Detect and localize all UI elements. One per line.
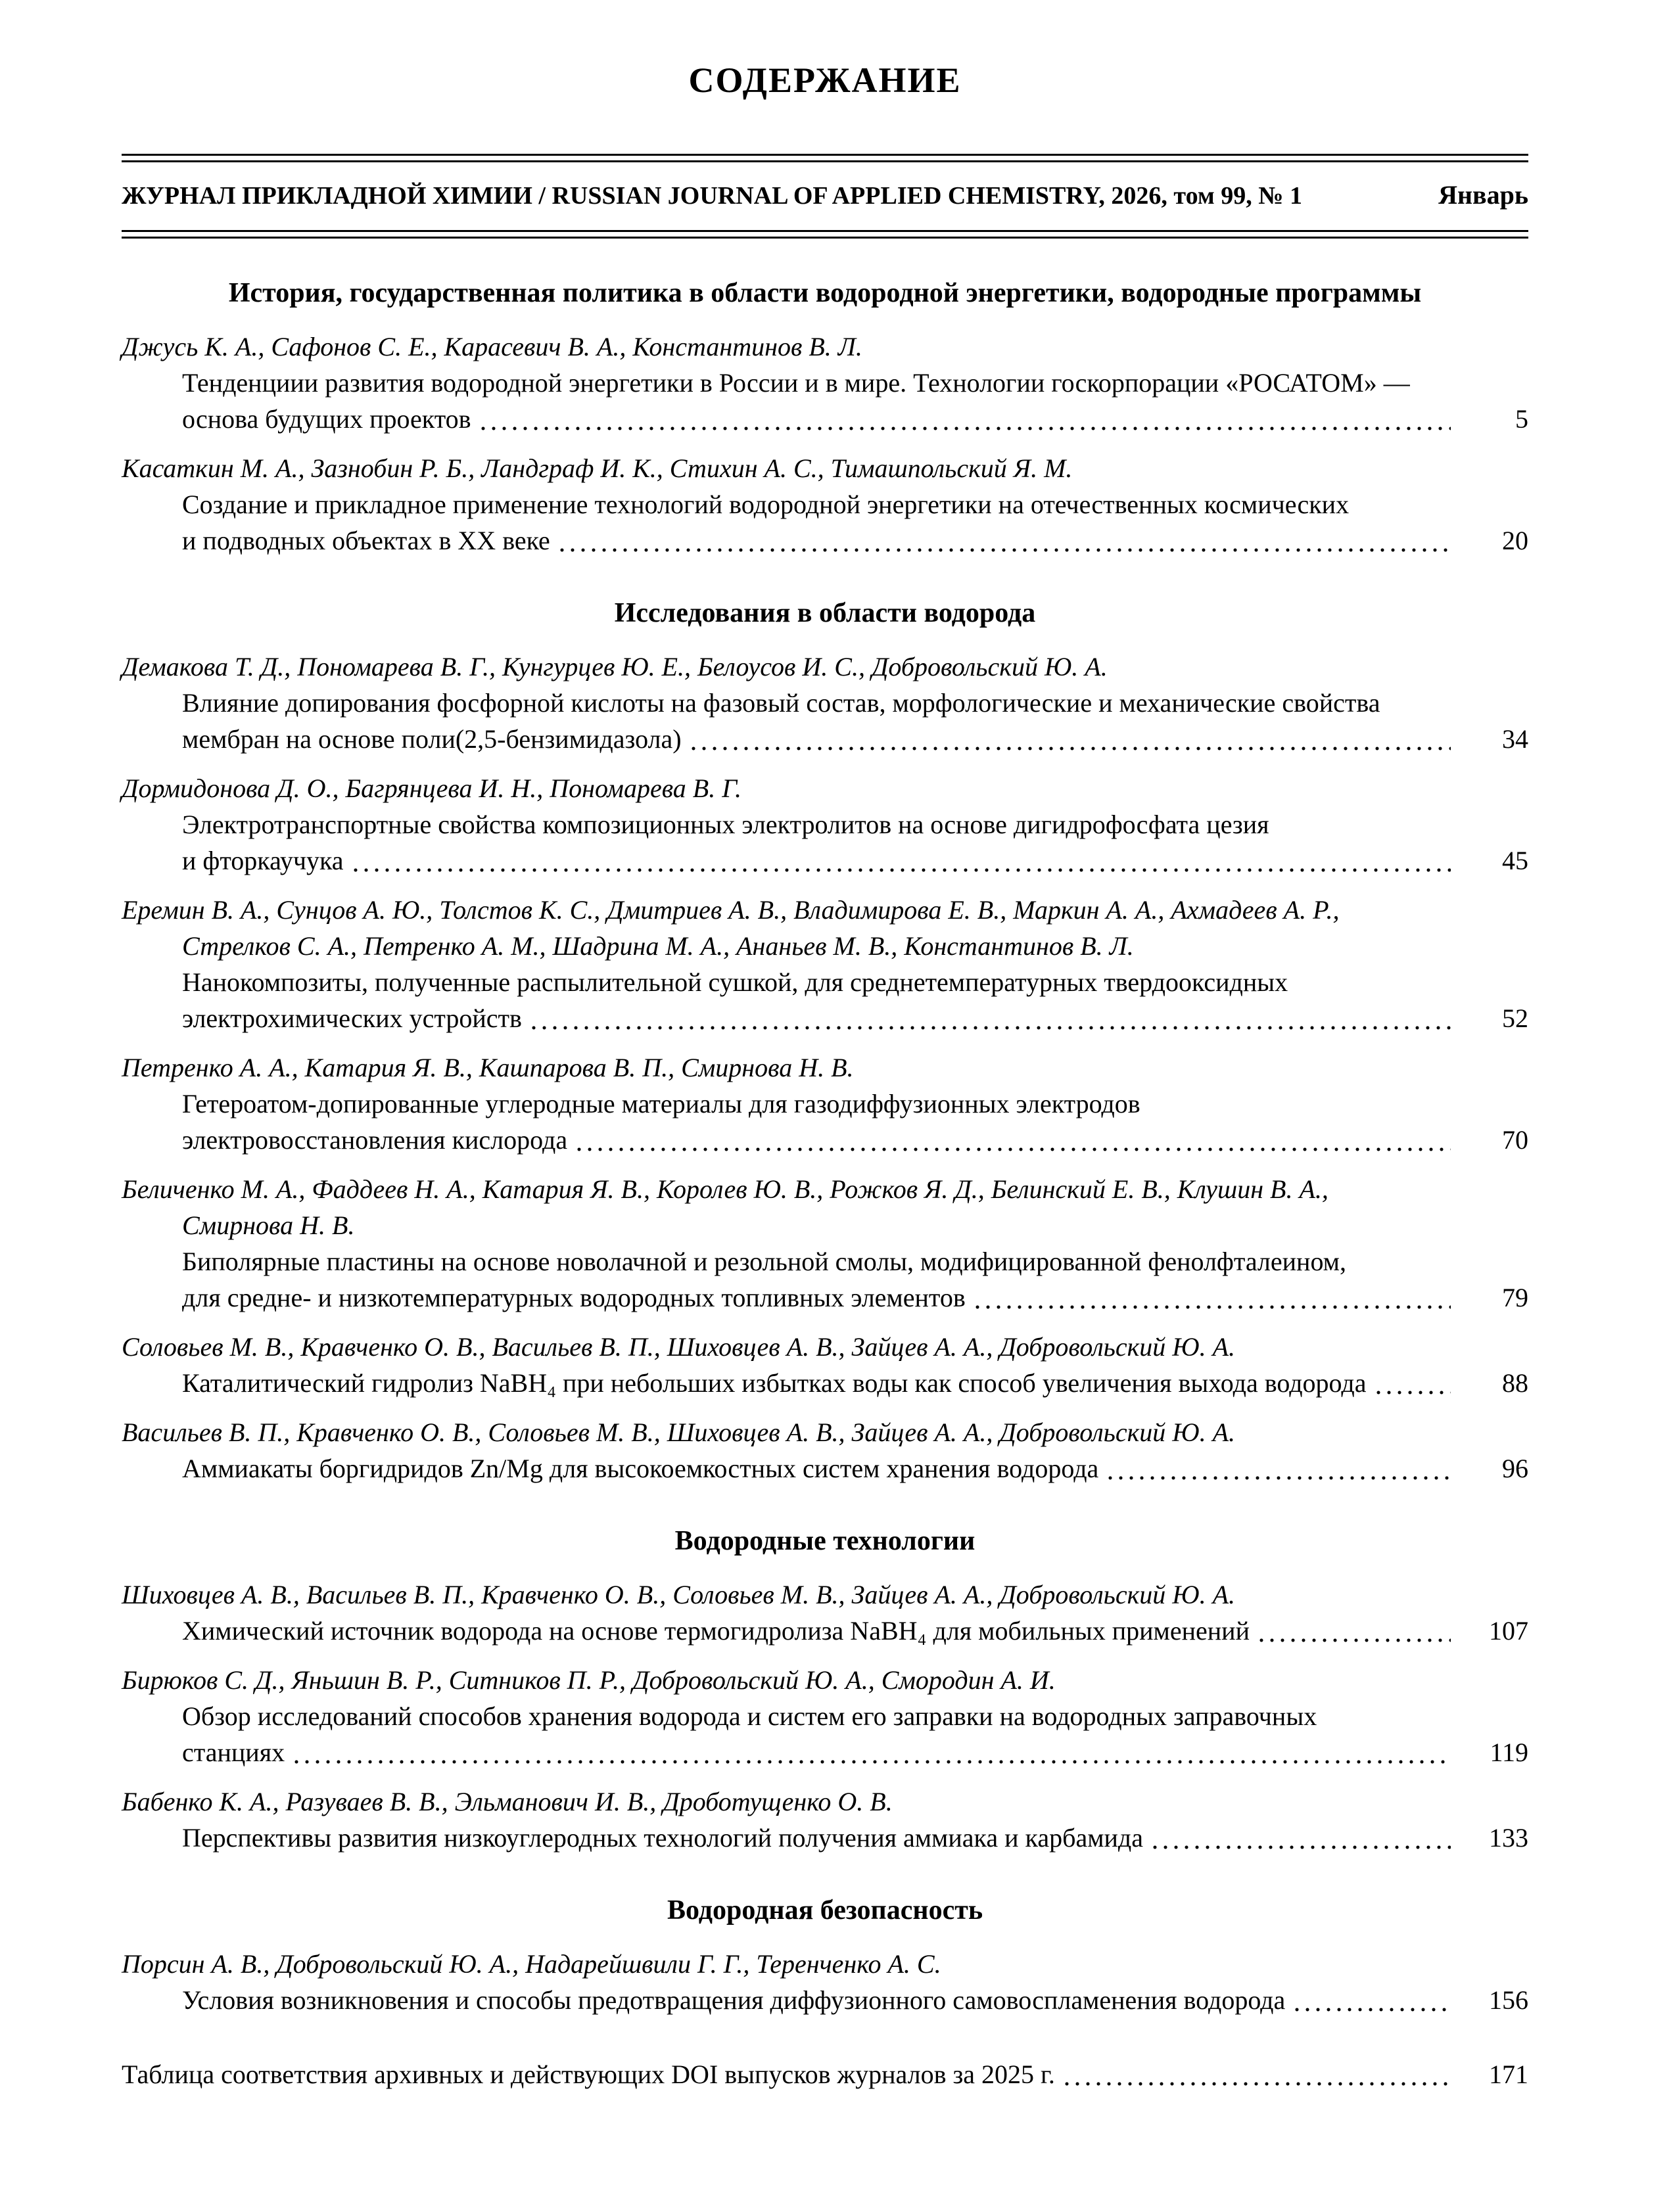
journal-title: ЖУРНАЛ ПРИКЛАДНОЙ ХИМИИ / RUSSIAN JOURNAL OF APPLIED CHEMISTRY, 2026, том 99, № 1 <box>122 182 1302 210</box>
title-leader-row <box>122 522 1528 559</box>
toc-entry <box>122 1329 1528 1401</box>
authors-line: Касаткин М. А., Зазнобин Р. Б., Ландграф И. К., Стихин А. С., Тимашпольский Я. М. <box>122 453 1073 483</box>
dots-leader <box>688 721 1451 757</box>
title-leader-row <box>122 1982 1528 2018</box>
toc-entry <box>122 892 1528 1036</box>
footer-entry-text: Таблица соответствия архивных и действующих DOI выпусков журналов за 2025 г. <box>122 2060 1055 2089</box>
title-line: Гетероатом-допированные углеродные материалы для газодиффузионных электродов <box>182 1089 1140 1118</box>
title-line: Тенденциии развития водородной энергетики в России и в мире. Технологии госкорпорации «РОСАТОМ» — <box>182 368 1410 398</box>
page-number: 107 <box>1489 1616 1528 1646</box>
page-number: 70 <box>1502 1125 1528 1155</box>
dots-leader <box>557 522 1451 559</box>
page-number: 45 <box>1502 846 1528 875</box>
dots-leader <box>350 842 1451 879</box>
authors-line: Порсин А. В., Добровольский Ю. А., Надарейшвили Г. Г., Теренченко А. С. <box>122 1949 941 1979</box>
double-rule-bottom <box>122 230 1528 239</box>
page-number: 88 <box>1502 1368 1528 1398</box>
journal-header <box>122 154 1528 239</box>
page-number: 20 <box>1502 526 1528 555</box>
authors-line: Шиховцев А. В., Васильев В. П., Кравченко О. В., Соловьев М. В., Зайцев А. А., Добровольский Ю. А. <box>122 1580 1236 1609</box>
title-leader-row <box>122 1122 1528 1158</box>
title-line: Электротранспортные свойства композиционных электролитов на основе дигидрофосфата цезия <box>182 810 1269 839</box>
toc-entry <box>122 1946 1528 2018</box>
title-leader-row <box>122 1000 1528 1036</box>
footer-entry <box>122 2056 1528 2092</box>
authors-line: Дормидонова Д. О., Багрянцева И. Н., Пономарева В. Г. <box>122 773 741 803</box>
page-number: 34 <box>1502 724 1528 754</box>
title-text: и фторкаучука <box>182 846 344 875</box>
section-heading: История, государственная политика в области водородной энергетики, водородные программы <box>228 278 1422 308</box>
title-leader-row <box>122 842 1528 879</box>
title-leader-row <box>122 401 1528 437</box>
section <box>122 1523 1528 1856</box>
title-text: Условия возникновения и способы предотвращения диффузионного самовоспламенения водорода <box>182 1985 1286 2015</box>
title-leader-row <box>122 721 1528 757</box>
toc-entry <box>122 1414 1528 1486</box>
title-line: Нанокомпозиты, полученные распылительной сушкой, для среднетемпературных твердооксидных <box>182 967 1288 997</box>
dots-leader <box>1150 1820 1451 1856</box>
title-text: Перспективы развития низкоуглеродных технологий получения аммиака и карбамида <box>182 1823 1144 1853</box>
dots-leader <box>478 401 1451 437</box>
authors-line: Еремин В. А., Сунцов А. Ю., Толстов К. С., Дмитриев А. В., Владимирова Е. В., Маркин А. А., Ахмадеев А. Р., <box>122 895 1340 925</box>
page-number: 79 <box>1502 1283 1528 1312</box>
authors-line: Соловьев М. В., Кравченко О. В., Васильев В. П., Шиховцев А. В., Зайцев А. А., Добровольский Ю. А. <box>122 1332 1236 1362</box>
title-text: станциях <box>182 1738 285 1767</box>
title-line: Обзор исследований способов хранения водорода и систем его заправки на водородных заправочных <box>182 1701 1317 1731</box>
dots-leader <box>529 1000 1451 1036</box>
page-number: 119 <box>1490 1738 1528 1767</box>
title-text: электрохимических устройств <box>182 1003 522 1033</box>
dots-leader <box>1256 1613 1451 1649</box>
title-text: основа будущих проектов <box>182 404 471 434</box>
toc-entry <box>122 1171 1528 1316</box>
title-leader-row <box>122 1820 1528 1856</box>
authors-line: Бабенко К. А., Разуваев В. В., Эльманович И. В., Дроботущенко О. В. <box>122 1787 893 1816</box>
toc-entry <box>122 649 1528 757</box>
title-text: Химический источник водорода на основе термогидролиза NaBH₄ для мобильных применений <box>182 1616 1250 1646</box>
toc-entry <box>122 770 1528 879</box>
authors-line: Васильев В. П., Кравченко О. В., Соловьев М. В., Шиховцев А. В., Зайцев А. А., Добровольский Ю. А. <box>122 1417 1236 1447</box>
page-number: 133 <box>1489 1823 1528 1853</box>
section-heading: Исследования в области водорода <box>614 598 1036 628</box>
authors-line: Смирнова Н. В. <box>182 1210 355 1240</box>
dots-leader <box>1062 2056 1451 2092</box>
title-leader-row <box>122 1734 1528 1770</box>
page-number: 96 <box>1502 1454 1528 1483</box>
title-text: для средне- и низкотемпературных водородных топливных элементов <box>182 1283 966 1312</box>
title-line: Влияние допирования фосфорной кислоты на фазовый состав, морфологические и механические свойства <box>182 688 1380 718</box>
section <box>122 275 1528 559</box>
authors-line: Петренко А. А., Катария Я. В., Кашпарова В. П., Смирнова Н. В. <box>122 1053 854 1082</box>
title-leader-row <box>122 1613 1528 1649</box>
toc-entry <box>122 329 1528 437</box>
toc-entry <box>122 1049 1528 1158</box>
page-number: 5 <box>1515 404 1528 434</box>
double-rule-top <box>122 154 1528 162</box>
page-number: 171 <box>1489 2060 1528 2089</box>
title-line: Создание и прикладное применение технологий водородной энергетики на отечественных космических <box>182 490 1350 519</box>
toc-entry <box>122 450 1528 559</box>
title-text: электровосстановления кислорода <box>182 1125 568 1155</box>
authors-line: Бирюков С. Д., Яньшин В. Р., Ситников П. Р., Добровольский Ю. А., Смородин А. И. <box>122 1665 1056 1695</box>
sections <box>122 275 1528 2018</box>
journal-header-row <box>122 162 1528 230</box>
page-number: 52 <box>1502 1003 1528 1033</box>
toc-entry <box>122 1662 1528 1770</box>
authors-line: Стрелков С. А., Петренко А. М., Шадрина М. А., Ананьев М. В., Константинов В. Л. <box>182 931 1134 961</box>
title-leader-row <box>122 1279 1528 1316</box>
dots-leader <box>1105 1450 1451 1486</box>
authors-line: Демакова Т. Д., Пономарева В. Г., Кунгурцев Ю. Е., Белоусов И. С., Добровольский Ю. А. <box>122 652 1108 681</box>
authors-line: Джусь К. А., Сафонов С. Е., Карасевич В. А., Константинов В. Л. <box>122 332 862 361</box>
toc-entry <box>122 1577 1528 1649</box>
section-heading: Водородные технологии <box>674 1526 976 1556</box>
section <box>122 595 1528 1486</box>
issue-month: Январь <box>1438 180 1528 210</box>
dots-leader <box>972 1279 1451 1316</box>
page-title: СОДЕРЖАНИЕ <box>688 60 962 100</box>
dots-leader <box>1373 1365 1451 1401</box>
title-text: и подводных объектах в XX веке <box>182 526 550 555</box>
dots-leader <box>1292 1982 1451 2018</box>
dots-leader <box>291 1734 1451 1770</box>
title-text: мембран на основе поли(2,5-бензимидазола) <box>182 724 682 754</box>
section <box>122 1893 1528 2018</box>
dots-leader <box>574 1122 1451 1158</box>
authors-line: Беличенко М. А., Фаддеев Н. А., Катария Я. В., Королев Ю. В., Рожков Я. Д., Белинский Е. В., Клушин В. А., <box>122 1174 1328 1204</box>
toc-entry <box>122 1784 1528 1856</box>
page-number: 156 <box>1489 1985 1528 2015</box>
title-text: Каталитический гидролиз NaBH₄ при небольших избытках воды как способ увеличения выхода водорода <box>182 1368 1367 1398</box>
section-heading: Водородная безопасность <box>667 1895 983 1925</box>
title-leader-row <box>122 1365 1528 1401</box>
title-leader-row <box>122 1450 1528 1486</box>
title-text: Аммиакаты боргидридов Zn/Mg для высокоемкостных систем хранения водорода <box>182 1454 1099 1483</box>
title-line: Биполярные пластины на основе новолачной и резольной смолы, модифицированной фенолфталеином, <box>182 1247 1346 1276</box>
